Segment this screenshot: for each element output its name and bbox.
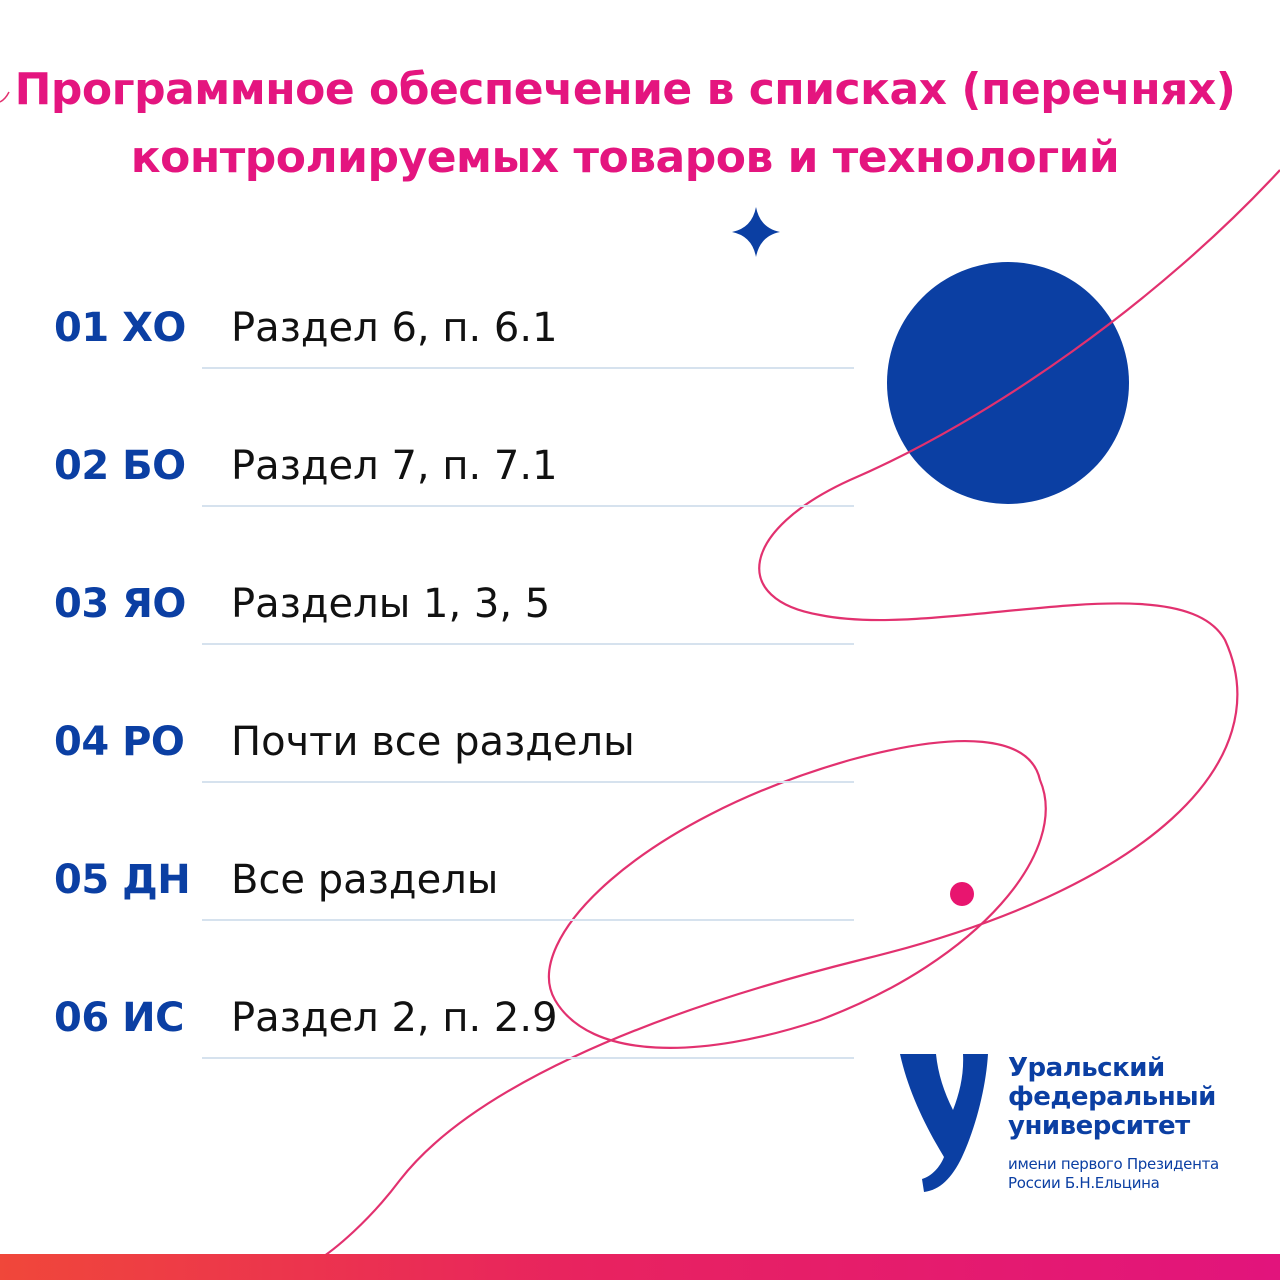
- row-divider: [202, 643, 854, 645]
- item-code: 06 ИС: [54, 995, 184, 1041]
- university-logo: [896, 1052, 1236, 1202]
- university-name: [1008, 1054, 1219, 1193]
- list-item: [0, 413, 860, 551]
- logo-line-3: университет: [1008, 1111, 1190, 1141]
- item-description: Разделы 1, 3, 5: [231, 581, 551, 627]
- list-item: [0, 689, 860, 827]
- item-code: 05 ДН: [54, 857, 191, 903]
- page-title-line-1: Программное обеспечение в списках (перечнях): [14, 64, 1236, 115]
- urfu-u-logo-icon: [896, 1052, 996, 1197]
- row-divider: [202, 919, 854, 921]
- page-title: [0, 56, 1250, 192]
- item-description: Почти все разделы: [231, 719, 635, 765]
- row-divider: [202, 505, 854, 507]
- list-item: [0, 965, 860, 1103]
- list-item: [0, 551, 860, 689]
- logo-subtitle-1: имени первого Президента: [1008, 1155, 1219, 1173]
- orbit-pink-dot: [950, 882, 974, 906]
- row-divider: [202, 781, 854, 783]
- item-code: 01 ХО: [54, 305, 186, 351]
- item-description: Все разделы: [231, 857, 499, 903]
- page-title-line-2: контролируемых товаров и технологий: [130, 132, 1120, 183]
- four-point-star-icon: [732, 207, 780, 257]
- list-item: [0, 827, 860, 965]
- bottom-gradient-bar: [0, 1254, 1280, 1280]
- logo-subtitle-2: России Б.Н.Ельцина: [1008, 1174, 1160, 1192]
- item-code: 04 РО: [54, 719, 185, 765]
- list-item: [0, 275, 860, 413]
- item-description: Раздел 7, п. 7.1: [231, 443, 558, 489]
- item-code: 03 ЯО: [54, 581, 186, 627]
- blue-planet-circle: [887, 262, 1129, 504]
- logo-line-1: Уральский: [1008, 1053, 1165, 1083]
- row-divider: [202, 367, 854, 369]
- row-divider: [202, 1057, 854, 1059]
- logo-line-2: федеральный: [1008, 1082, 1216, 1112]
- item-description: Раздел 6, п. 6.1: [231, 305, 558, 351]
- item-description: Раздел 2, п. 2.9: [231, 995, 558, 1041]
- item-code: 02 БО: [54, 443, 186, 489]
